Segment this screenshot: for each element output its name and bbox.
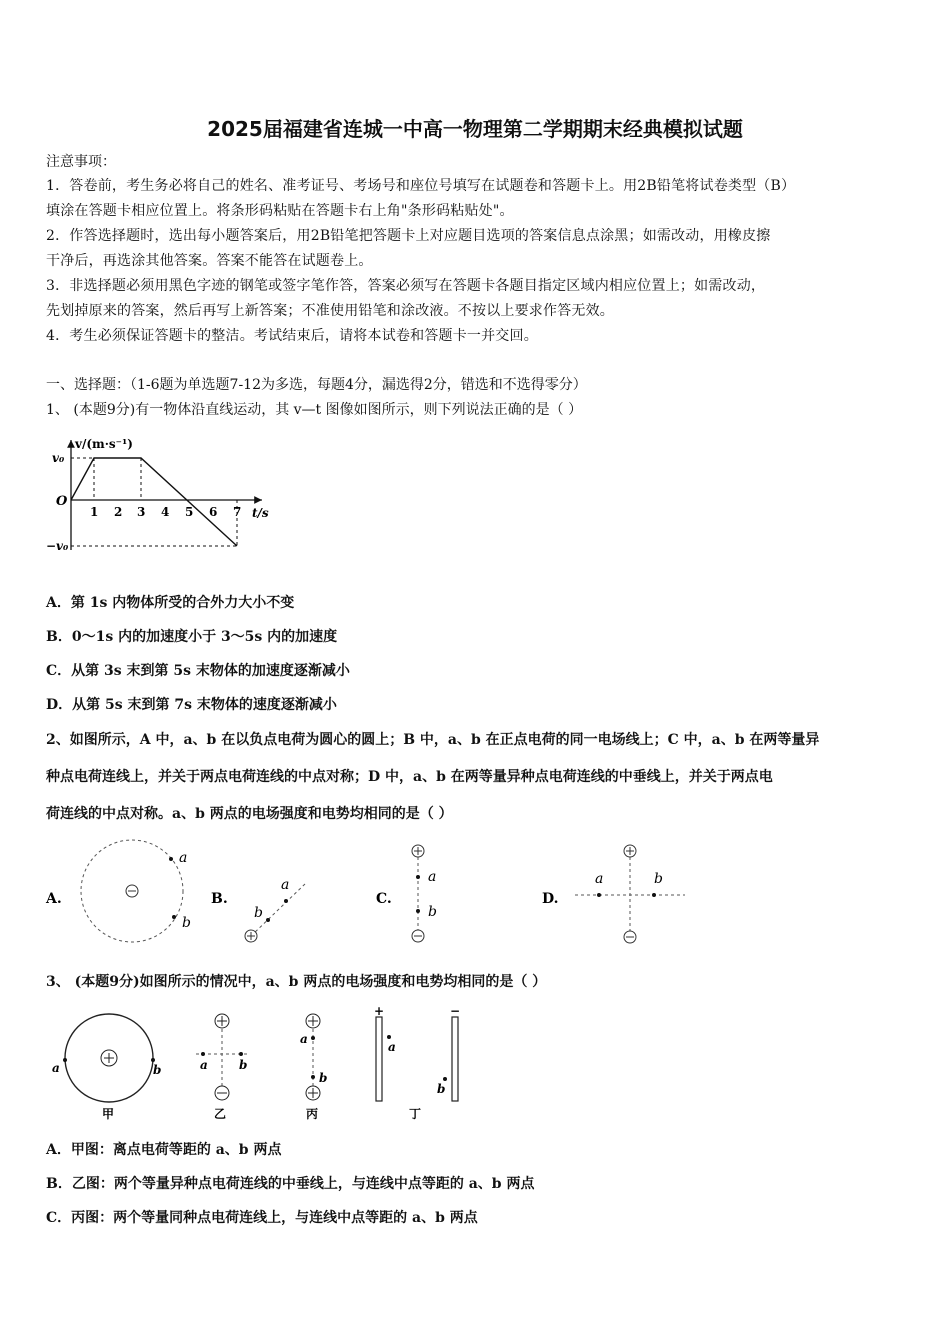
figure-caption: 甲 bbox=[102, 1107, 115, 1121]
q1-option-a: A．第 1s 内物体所受的合外力大小不变 bbox=[46, 595, 295, 611]
fig-label-d: D. bbox=[542, 891, 559, 907]
point-a bbox=[201, 1052, 205, 1056]
point-b-label: b bbox=[182, 915, 191, 931]
q3-option-a: A．甲图：离点电荷等距的 a、b 两点 bbox=[46, 1142, 282, 1158]
tick-label: 7 bbox=[233, 505, 242, 519]
point-a-label: a bbox=[428, 869, 437, 885]
point-a bbox=[416, 875, 420, 879]
negative-plate bbox=[452, 1017, 458, 1101]
notice-line: 4．考生必须保证答题卡的整洁。考试结束后，请将本试卷和答题卡一并交回。 bbox=[46, 328, 538, 344]
fig-label-c: C. bbox=[376, 891, 392, 907]
question-2-stem: 种点电荷连线上，并关于两点电荷连线的中点对称；D 中，a、b 在两等量异种点电荷连线的中垂线上，并关于两点电 bbox=[46, 769, 773, 785]
q2-figures bbox=[40, 835, 740, 950]
point-b bbox=[239, 1052, 243, 1056]
notice-line: 1．答卷前，考生务必将自己的姓名、准考证号、考场号和座位号填写在试题卷和答题卡上。用2B铅笔将试卷类型（B） bbox=[46, 178, 796, 194]
q3-option-c: C．丙图：两个等量同种点电荷连线上，与连线中点等距的 a、b 两点 bbox=[46, 1210, 478, 1226]
point-a-label: a bbox=[388, 1040, 396, 1054]
figure-caption: 丙 bbox=[306, 1107, 319, 1121]
point-a bbox=[387, 1035, 391, 1039]
notice-line: 2．作答选择题时，选出每小题答案后，用2B铅笔把答题卡上对应题目选项的答案信息点涂黑；如需改动，用橡皮擦 bbox=[46, 228, 771, 244]
point-a-label: a bbox=[300, 1032, 308, 1046]
negative-plate-sign: − bbox=[450, 1005, 461, 1018]
point-b bbox=[416, 909, 420, 913]
positive-plate-sign: + bbox=[374, 1005, 385, 1018]
page-title: 2025届福建省连城一中高一物理第二学期期末经典模拟试题 bbox=[207, 117, 743, 141]
question-3-stem: 3、 (本题9分)如图所示的情况中，a、b 两点的电场强度和电势均相同的是（ ） bbox=[46, 974, 547, 990]
point-a-label: a bbox=[595, 871, 604, 887]
question-2-stem: 荷连线的中点对称。a、b 两点的电场强度和电势均相同的是（ ） bbox=[46, 806, 453, 822]
point-a bbox=[284, 899, 288, 903]
notice-line: 3．非选择题必须用黑色字迹的钢笔或签字笔作答，答案必须写在答题卡各题目指定区域内相应位置上；如需改动， bbox=[46, 278, 766, 294]
q3-figures bbox=[40, 1005, 480, 1127]
origin-label: O bbox=[56, 494, 68, 509]
point-b-label: b bbox=[654, 871, 663, 887]
point-b bbox=[172, 915, 176, 919]
neg-v0-label: −v₀ bbox=[46, 539, 69, 553]
notice-heading: 注意事项： bbox=[46, 154, 116, 170]
notice-line: 填涂在答题卡相应位置上。将条形码粘贴在答题卡右上角"条形码粘贴处"。 bbox=[46, 203, 514, 219]
point-b-label: b bbox=[153, 1063, 162, 1077]
point-b-label: b bbox=[428, 904, 437, 920]
point-a-label: a bbox=[52, 1061, 60, 1075]
tick-label: 4 bbox=[161, 505, 170, 519]
point-a bbox=[63, 1058, 67, 1062]
point-b-label: b bbox=[437, 1082, 446, 1096]
positive-plate bbox=[376, 1017, 382, 1101]
point-a-label: a bbox=[179, 850, 188, 866]
point-b-label: b bbox=[254, 905, 263, 921]
question-1-stem: 1、 (本题9分)有一物体沿直线运动，其 v—t 图像如图所示，则下列说法正确的是（ ） bbox=[46, 402, 583, 418]
x-axis-label: t/s bbox=[252, 506, 269, 520]
v0-label: v₀ bbox=[52, 451, 65, 465]
fig-label-b: B. bbox=[211, 891, 228, 907]
tick-label: 1 bbox=[90, 505, 99, 519]
q3-option-b: B．乙图：两个等量异种点电荷连线的中垂线上，与连线中点等距的 a、b 两点 bbox=[46, 1176, 535, 1192]
notice-line: 先划掉原来的答案，然后再写上新答案；不准使用铅笔和涂改液。不按以上要求作答无效。 bbox=[46, 303, 614, 319]
figure-caption: 乙 bbox=[214, 1107, 227, 1121]
fig-label-a: A. bbox=[46, 891, 62, 907]
point-b bbox=[311, 1075, 315, 1079]
point-b bbox=[151, 1058, 155, 1062]
question-2-stem: 2、如图所示，A 中，a、b 在以负点电荷为圆心的圆上；B 中，a、b 在正点电荷的同一电场线上；C 中，a、b 在两等量异 bbox=[46, 732, 820, 748]
notice-line: 干净后，再选涂其他答案。答案不能答在试题卷上。 bbox=[46, 253, 373, 269]
point-a bbox=[311, 1036, 315, 1040]
tick-label: 6 bbox=[209, 505, 218, 519]
point-b bbox=[266, 918, 270, 922]
q1-option-b: B．0～1s 内的加速度小于 3～5s 内的加速度 bbox=[46, 629, 338, 645]
point-b bbox=[443, 1077, 447, 1081]
vt-graph bbox=[44, 432, 284, 562]
point-a bbox=[597, 893, 601, 897]
point-a-label: a bbox=[281, 877, 290, 893]
tick-label: 2 bbox=[114, 505, 123, 519]
section-heading: 一、选择题：（1-6题为单选题7-12为多选，每题4分，漏选得2分，错选和不选得零分） bbox=[46, 377, 587, 393]
tick-label: 5 bbox=[185, 505, 194, 519]
velocity-curve bbox=[71, 458, 237, 546]
point-b-label: b bbox=[319, 1071, 328, 1085]
point-b-label: b bbox=[239, 1058, 248, 1072]
q1-option-d: D．从第 5s 末到第 7s 末物体的速度逐渐减小 bbox=[46, 697, 337, 713]
point-a bbox=[169, 857, 173, 861]
point-b bbox=[652, 893, 656, 897]
q1-option-c: C．从第 3s 末到第 5s 末物体的加速度逐渐减小 bbox=[46, 663, 350, 679]
tick-label: 3 bbox=[137, 505, 146, 519]
figure-caption: 丁 bbox=[409, 1107, 422, 1121]
point-a-label: a bbox=[200, 1058, 208, 1072]
y-axis-label: v/(m·s⁻¹) bbox=[75, 437, 133, 451]
